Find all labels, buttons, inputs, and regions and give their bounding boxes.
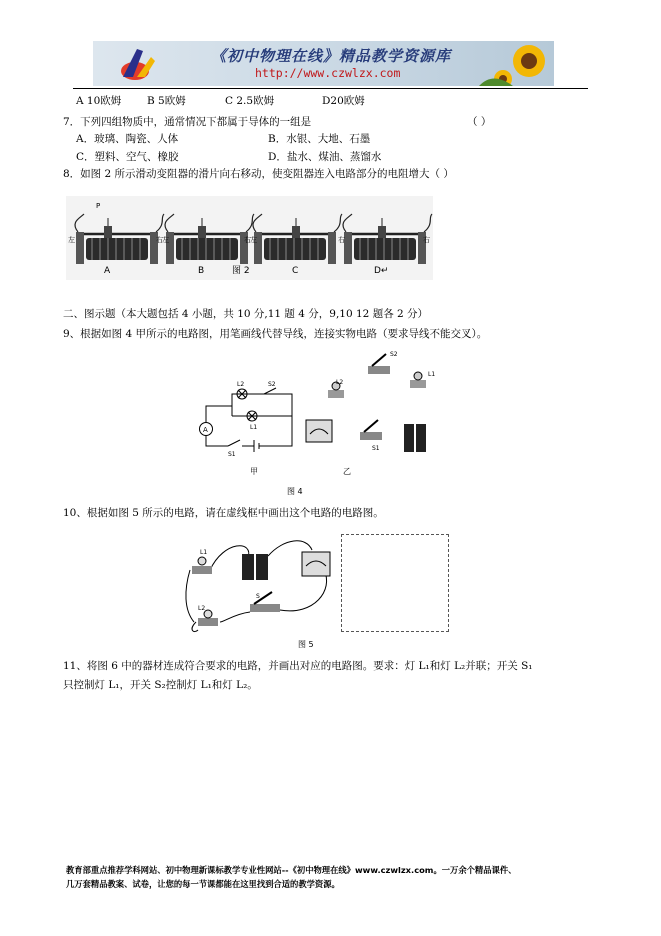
rheostat-b-left-label: 左: [162, 236, 169, 244]
q7-answer-paren: （ ）: [467, 116, 492, 128]
rheostat-b: [165, 214, 254, 264]
rheostat-a: [75, 214, 164, 264]
answer-box[interactable]: [341, 534, 449, 632]
q7-option-b: B．水银、大地、石墨: [268, 133, 371, 145]
sunflower-icon: [479, 45, 545, 86]
diagram-l2-label: L2: [237, 381, 245, 388]
footer-line-1: 教育部重点推荐学科网站、初中物理新课标教学专业性网站--《初中物理在线》www.czwlzx.com。一万余个精品课件、: [66, 865, 517, 875]
rheostat-d: [343, 214, 432, 264]
header-banner: [93, 41, 554, 86]
figure-4-caption: 图 4: [287, 487, 303, 496]
figure-4: [192, 346, 444, 498]
q9-stem: 9、根据如图 4 甲所示的电路图，用笔画线代替导线，连接实物电路（要求导线不能交叉）。: [63, 328, 488, 340]
diagram-s1-label: S1: [228, 451, 236, 458]
rheostat-c-right-label: 右: [338, 236, 345, 244]
ammeter-label: A: [203, 426, 208, 434]
physical-s2-label: S2: [390, 351, 398, 358]
diagram-l1-label: L1: [250, 424, 258, 431]
fig5-l1-label: L1: [200, 549, 208, 556]
q6-option-d: D20欧姆: [322, 95, 365, 107]
rheostat-d-right-label: 右: [423, 236, 430, 244]
rheostat-c-left-label: 左: [250, 236, 257, 244]
physical-components: [306, 354, 426, 452]
label-jia: 甲: [250, 467, 258, 476]
fig5-l2-label: L2: [198, 605, 206, 612]
q7-stem: 7．下列四组物质中，通常情况下都属于导体的一组是: [63, 116, 312, 128]
fig5-s-label: S: [256, 593, 260, 600]
rheostat-a-slider-label: P: [96, 202, 101, 210]
figure-5: [184, 530, 340, 652]
rheostat-b-right-label: 右: [244, 236, 251, 244]
rheostat-c: [253, 214, 342, 264]
q6-option-c: C 2.5欧姆: [225, 95, 275, 107]
circuit-diagram: [200, 388, 293, 452]
option-a-label: A: [104, 266, 111, 276]
q7-option-d: D．盐水、煤油、蒸馏水: [268, 151, 382, 163]
figure-5-caption: 图 5: [298, 640, 314, 649]
rheostat-a-right-label: 右: [156, 236, 163, 244]
option-b-label: B: [198, 266, 205, 276]
q6-option-b: B 5欧姆: [147, 95, 186, 107]
physical-s1-label: S1: [372, 445, 380, 452]
diagram-s2-label: S2: [268, 381, 276, 388]
header-rule: [73, 88, 588, 89]
logo-icon: [121, 49, 155, 80]
figure-4-diagram: [192, 346, 444, 498]
rheostat-figure: [66, 196, 433, 280]
q11-line-2: 只控制灯 L₁，开关 S₂控制灯 L₁和灯 L₂。: [63, 679, 258, 691]
rheostat-a-left-label: 左: [68, 236, 75, 244]
q8-stem: 8．如图 2 所示滑动变阻器的滑片向右移动，使变阻器连入电路部分的电阻增大（ ）: [63, 168, 454, 180]
q7-option-a: A．玻璃、陶瓷、人体: [76, 133, 179, 145]
physical-l2-label: L2: [336, 379, 344, 386]
footer-line-2: 几万套精品教案、试卷，让您的每一节课都能在这里找到合适的教学资源。: [66, 879, 340, 889]
option-c-label: C: [292, 266, 299, 276]
figure-2-caption: 图 2: [232, 266, 250, 276]
q11-line-1: 11、将图 6 中的器材连成符合要求的电路，并画出对应的电路图。要求：灯 L₁和灯 L₂并联；开关 S₁: [63, 660, 533, 672]
label-yi: 乙: [343, 467, 351, 476]
q10-stem: 10、根据如图 5 所示的电路，请在虚线框中画出这个电路的电路图。: [63, 507, 384, 519]
figure-2: [66, 196, 433, 280]
banner-title: 《初中物理在线》精品教学资源库: [211, 47, 452, 65]
option-d-label: D↵: [374, 266, 389, 276]
section-2-title: 二、图示题（本大题包括 4 小题，共 10 分,11 题 4 分，9,10 12 题各 2 分）: [63, 308, 429, 320]
q7-option-c: C．塑料、空气、橡胶: [76, 151, 179, 163]
banner-url[interactable]: http://www.czwlzx.com: [255, 66, 401, 80]
figure-5-diagram: [184, 530, 340, 652]
q6-option-a: A 10欧姆: [76, 95, 122, 107]
physical-l1-label: L1: [428, 371, 436, 378]
